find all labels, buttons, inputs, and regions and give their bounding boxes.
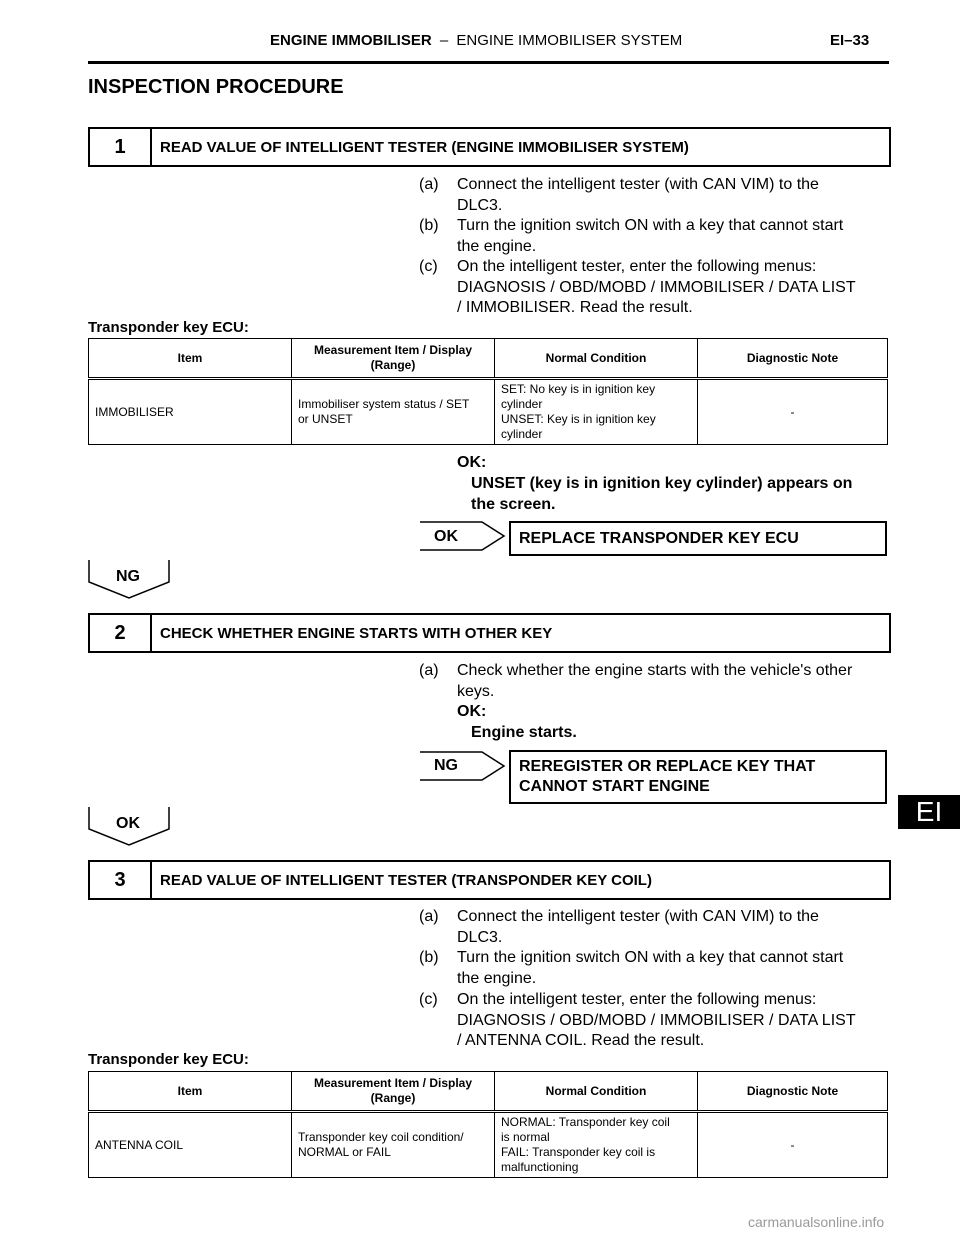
step-1-instruction-b [419, 216, 844, 255]
cell-normal: NORMAL: Transponder key coil is normal FAIL: Transponder key coil is malfunctioning [495, 1112, 698, 1178]
step-1-box [88, 127, 891, 167]
instr-line: On the intelligent tester, enter the following menus: [457, 991, 817, 1008]
right-arrow-icon [420, 520, 506, 552]
step-1-number: 1 [90, 129, 152, 165]
instr-line: the engine. [457, 969, 537, 987]
result-line: CANNOT START ENGINE [519, 778, 710, 795]
table-row [89, 379, 888, 445]
step-2-box [88, 613, 891, 653]
step-3-box [88, 860, 891, 900]
running-header [270, 32, 682, 49]
col-measurement: Measurement Item / Display (Range) [292, 339, 495, 379]
section-tab: EI [898, 795, 960, 829]
data-table-2 [88, 1071, 888, 1178]
instr-line: Connect the intelligent tester (with CAN VIM) to the [457, 908, 819, 925]
instr-line: the engine. [457, 237, 537, 255]
table-row [89, 1112, 888, 1178]
step-2-instruction-a [419, 661, 853, 700]
instr-line: Turn the ignition switch ON with a key that cannot start [457, 217, 844, 234]
instr-line: keys. [457, 682, 495, 700]
header-subsection: ENGINE IMMOBILISER SYSTEM [456, 32, 683, 49]
step-3-number: 3 [90, 862, 152, 898]
table-2-label: Transponder key ECU: [88, 1051, 249, 1068]
cell-note: - [698, 379, 888, 445]
step-2-ok-line-1: Engine starts. [471, 724, 577, 741]
step-1-ok-line-1: UNSET (key is in ignition key cylinder) appears on [471, 475, 853, 492]
branch-ok-label: OK [116, 815, 140, 832]
instr-line: DIAGNOSIS / OBD/MOBD / IMMOBILISER / DATA LIST [457, 1011, 856, 1029]
col-item: Item [89, 1072, 292, 1112]
col-measurement: Measurement Item / Display (Range) [292, 1072, 495, 1112]
header-separator: – [439, 32, 449, 49]
result-box-2 [509, 750, 887, 804]
instr-line: / IMMOBILISER. Read the result. [457, 299, 693, 316]
table-1-label: Transponder key ECU: [88, 319, 249, 336]
step-3-instruction-c [419, 990, 856, 1049]
cell-normal: SET: No key is in ignition key cylinder UNSET: Key is in ignition key cylinder [495, 379, 698, 445]
step-1-instruction-a [419, 175, 819, 214]
instr-line: / ANTENNA COIL. Read the result. [457, 1032, 705, 1049]
step-2-ok-label: OK: [457, 703, 487, 720]
instr-letter: (c) [419, 991, 438, 1008]
page-number: EI–33 [830, 32, 870, 49]
instr-letter: (a) [419, 908, 439, 925]
step-2-title: CHECK WHETHER ENGINE STARTS WITH OTHER KEY [160, 624, 553, 642]
right-arrow-icon [420, 750, 506, 782]
step-3-instruction-b [419, 948, 844, 987]
cell-note: - [698, 1112, 888, 1178]
col-note: Diagnostic Note [698, 339, 888, 379]
instr-line: Check whether the engine starts with the vehicle's other [457, 662, 853, 679]
col-normal: Normal Condition [495, 339, 698, 379]
step-1-instruction-c [419, 257, 856, 316]
result-line: REREGISTER OR REPLACE KEY THAT [519, 758, 816, 775]
instr-letter: (c) [419, 258, 438, 275]
watermark: carmanualsonline.info [748, 1214, 885, 1230]
result-box-1: REPLACE TRANSPONDER KEY ECU [509, 521, 887, 556]
instr-letter: (a) [419, 662, 439, 679]
col-item: Item [89, 339, 292, 379]
branch-ng-label: NG [434, 757, 458, 774]
cell-measurement: Transponder key coil condition/ NORMAL or FAIL [292, 1112, 495, 1178]
branch-ok-label: OK [434, 528, 458, 545]
cell-item: IMMOBILISER [89, 379, 292, 445]
branch-ng-label: NG [116, 568, 140, 585]
instr-line: On the intelligent tester, enter the following menus: [457, 258, 817, 275]
instr-line: Connect the intelligent tester (with CAN VIM) to the [457, 176, 819, 193]
col-normal: Normal Condition [495, 1072, 698, 1112]
step-1-title: READ VALUE OF INTELLIGENT TESTER (ENGINE IMMOBILISER SYSTEM) [160, 138, 689, 156]
step-2-number: 2 [90, 615, 152, 651]
step-1-ok-line-2: the screen. [471, 496, 556, 513]
step-1-ok-label: OK: [457, 454, 487, 471]
instr-letter: (a) [419, 176, 439, 193]
cell-measurement: Immobiliser system status / SET or UNSET [292, 379, 495, 445]
instr-letter: (b) [419, 217, 439, 234]
step-3-title: READ VALUE OF INTELLIGENT TESTER (TRANSPONDER KEY COIL) [160, 871, 652, 889]
instr-letter: (b) [419, 949, 439, 966]
header-section: ENGINE IMMOBILISER [270, 32, 432, 49]
data-table-1 [88, 338, 888, 445]
header-rule [88, 61, 889, 64]
table-header-row [89, 1072, 888, 1112]
instr-line: Turn the ignition switch ON with a key that cannot start [457, 949, 844, 966]
table-header-row [89, 339, 888, 379]
instr-line: DLC3. [457, 196, 503, 214]
page-title: INSPECTION PROCEDURE [88, 76, 344, 98]
col-note: Diagnostic Note [698, 1072, 888, 1112]
instr-line: DLC3. [457, 928, 503, 946]
instr-line: DIAGNOSIS / OBD/MOBD / IMMOBILISER / DATA LIST [457, 278, 856, 296]
cell-item: ANTENNA COIL [89, 1112, 292, 1178]
step-3-instruction-a [419, 907, 819, 946]
